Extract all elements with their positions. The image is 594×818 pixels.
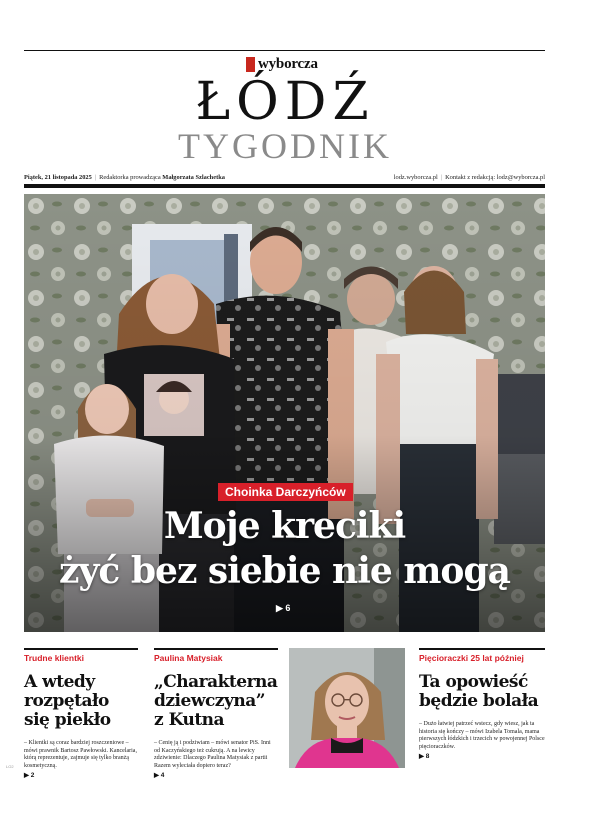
masthead-weekly: TYGODNIK bbox=[178, 126, 392, 166]
photo-credit bbox=[16, 550, 22, 640]
editor-label: Redaktorka prowadząca bbox=[99, 174, 161, 181]
editor-name: Małgorzata Szlachetka bbox=[162, 174, 225, 181]
portrait-photo[interactable] bbox=[289, 648, 405, 768]
info-bar bbox=[24, 172, 545, 184]
cover-page-ref[interactable]: ▶ 6 bbox=[276, 603, 291, 613]
brand-name: wyborcza bbox=[258, 56, 318, 72]
teaser-body: – Klientki są coraz bardziej roszczeniowe – mówi prawnik Bartosz Pawłowski. Kancelaria, którą reprezentuje, zajmuje się tylko branżą kosmetyczną. bbox=[24, 740, 137, 769]
contact-link[interactable]: Kontakt z redakcją: lodz@wyborcza.pl bbox=[445, 174, 545, 181]
teaser-page-ref[interactable]: ▶ 8 bbox=[419, 753, 430, 761]
info-rule bbox=[24, 184, 545, 188]
teaser-headline: „Charakterna dziewczyna” z Kutna bbox=[154, 672, 278, 730]
teaser-2[interactable] bbox=[154, 648, 278, 779]
teaser-1[interactable] bbox=[24, 648, 138, 779]
teaser-rule bbox=[24, 648, 138, 650]
cover-kicker[interactable]: Choinka Darczyńców bbox=[218, 483, 353, 501]
cover-headline-line2: żyć bez siebie nie mogą bbox=[59, 550, 510, 592]
page-number: LO2 bbox=[6, 764, 14, 769]
teaser-kicker: Trudne klientki bbox=[24, 653, 84, 663]
masthead-city: ŁÓDŹ bbox=[195, 72, 375, 132]
brand-square-icon bbox=[246, 57, 255, 72]
info-right: lodz.wyborcza.pl | Kontakt z redakcją: lodz@wyborcza.pl bbox=[393, 174, 545, 181]
brand-logo[interactable] bbox=[246, 56, 318, 73]
teaser-rule bbox=[154, 648, 278, 650]
issue-date: Piątek, 21 listopada 2025 bbox=[24, 174, 92, 181]
teaser-kicker: Pięcioraczki 25 lat później bbox=[419, 653, 524, 663]
teaser-rule bbox=[419, 648, 545, 650]
cover-headline[interactable] bbox=[24, 504, 545, 594]
teaser-kicker: Paulina Matysiak bbox=[154, 653, 223, 663]
info-left: Piątek, 21 listopada 2025 | Redaktorka prowadząca Małgorzata Szlachetka bbox=[24, 174, 225, 181]
teaser-3[interactable] bbox=[419, 648, 545, 760]
teaser-body: – Dużo łatwiej patrzeć wstecz, gdy wiesz, jak ta historia się kończy – mówi Izabela Tomala, mama pierwszych łódzkich i trzecich w powojennej Polsce pięcioraczków. bbox=[419, 721, 545, 750]
top-rule bbox=[24, 50, 545, 51]
teaser-page-ref[interactable]: ▶ 4 bbox=[154, 772, 165, 780]
teaser-body: – Cenię ją i podziwiam – mówi senator PiS. Inni od Kaczyńskiego też cukrują. A na lewicy zdziwienie: Dlaczego Paulina Matysiak z partii Razem wyleciała dopiero teraz? bbox=[154, 740, 271, 769]
portrait-illustration bbox=[289, 648, 405, 768]
cover-headline-line1: Moje kreciki bbox=[163, 505, 406, 547]
teaser-headline: A wtedy rozpętało się piekło bbox=[24, 672, 111, 730]
site-link[interactable]: lodz.wyborcza.pl bbox=[393, 174, 438, 181]
teaser-headline: Ta opowieść będzie bolała bbox=[419, 672, 539, 711]
teaser-page-ref[interactable]: ▶ 2 bbox=[24, 772, 35, 780]
